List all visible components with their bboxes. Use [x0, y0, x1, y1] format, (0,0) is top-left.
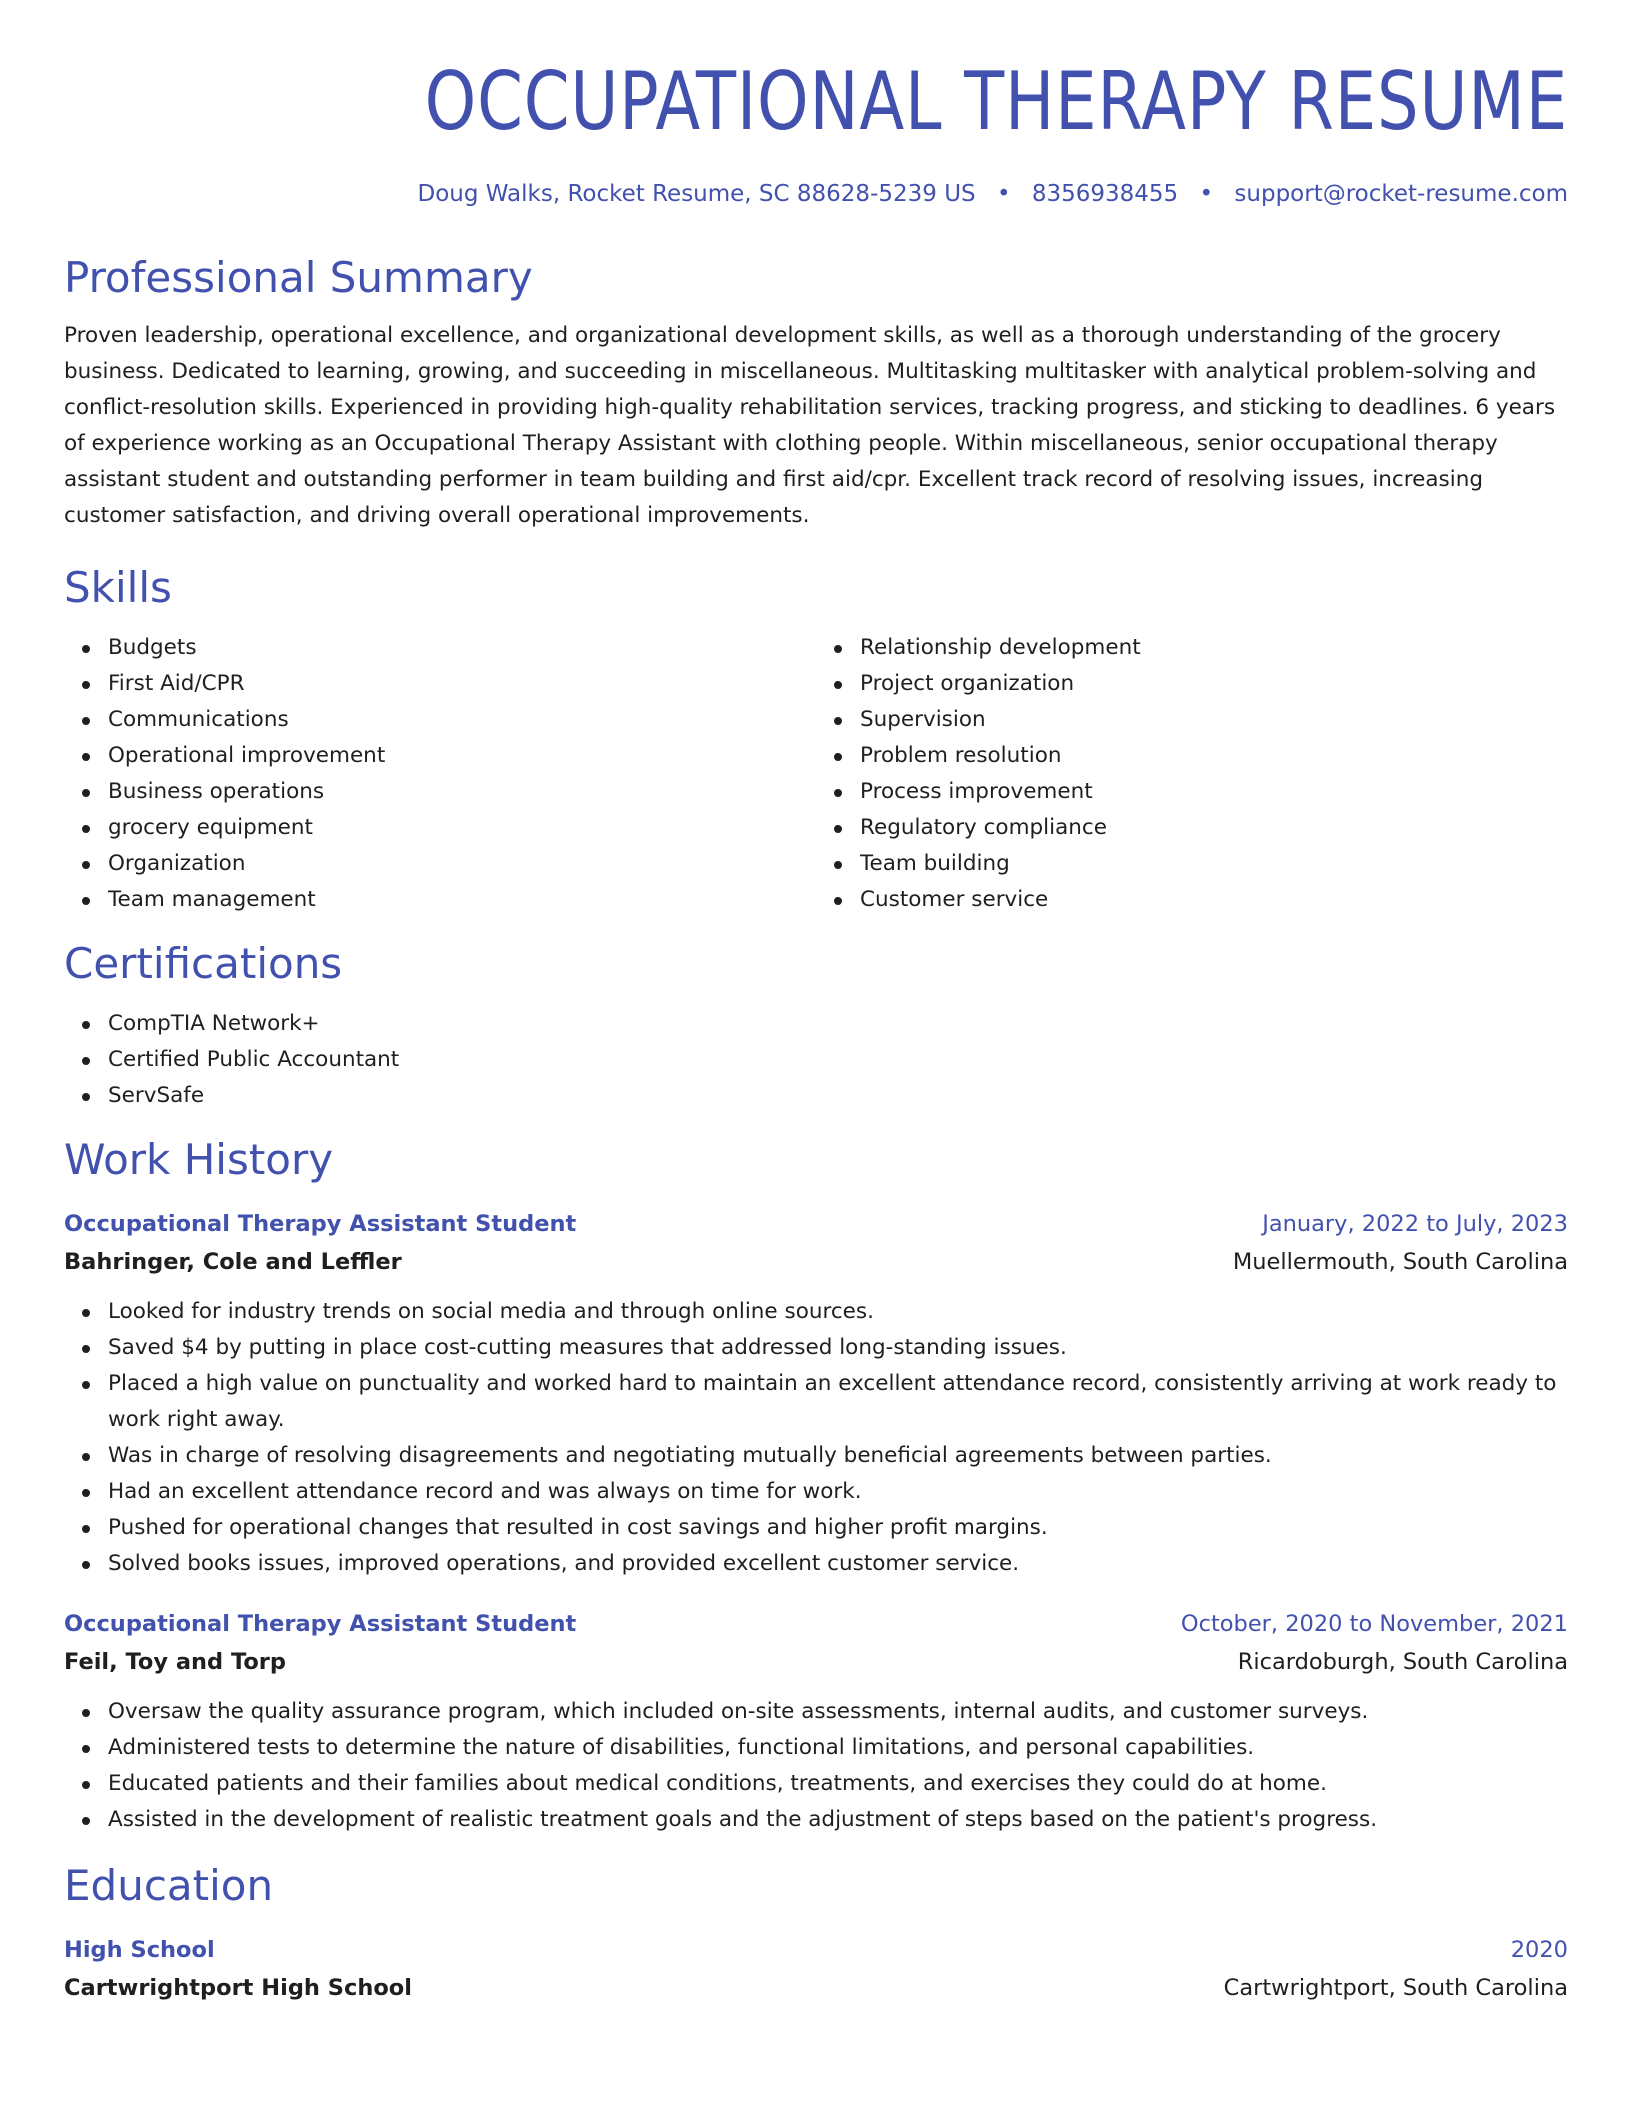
job-title-row — [64, 1206, 1568, 1242]
certifications-list — [64, 1006, 1568, 1114]
skill-item: Problem resolution — [860, 738, 1568, 774]
job-bullet: Administered tests to determine the nature of disabilities, functional limitations, and personal capabilities. — [108, 1730, 1568, 1766]
certifications-heading: Certifications — [64, 939, 343, 988]
skill-item: Team building — [860, 846, 1568, 882]
job-entry — [64, 1206, 1568, 1582]
job-location: Muellermouth, South Carolina — [1232, 1249, 1568, 1275]
contact-separator: • — [1199, 181, 1214, 207]
job-bullet: Looked for industry trends on social media and through online sources. — [108, 1294, 1568, 1330]
job-employer-row — [64, 1242, 1568, 1282]
work-history-heading: Work History — [64, 1135, 334, 1184]
skill-item: grocery equipment — [108, 810, 816, 846]
job-bullet: Oversaw the quality assurance program, which included on-site assessments, internal audits, and customer surveys. — [108, 1694, 1568, 1730]
job-bullet: Educated patients and their families about medical conditions, treatments, and exercises they could do at home. — [108, 1766, 1568, 1802]
job-bullets — [64, 1294, 1568, 1582]
skill-item: Relationship development — [860, 630, 1568, 666]
job-employer: Feil, Toy and Torp — [64, 1649, 287, 1675]
job-entry — [64, 1606, 1568, 1838]
job-employer: Bahringer, Cole and Leffler — [64, 1249, 402, 1275]
skills-list — [64, 630, 1568, 918]
contact-address: Doug Walks, Rocket Resume, SC 88628-5239 US — [417, 181, 976, 207]
job-bullet: Assisted in the development of realistic treatment goals and the adjustment of steps based on the patient's progress. — [108, 1802, 1568, 1838]
education-location: Cartwrightport, South Carolina — [1223, 1975, 1568, 2001]
job-dates: October, 2020 to November, 2021 — [1180, 1611, 1568, 1637]
job-bullets — [64, 1694, 1568, 1838]
skill-item: Budgets — [108, 630, 816, 666]
education-school-row — [64, 1968, 1568, 2008]
skill-item: Process improvement — [860, 774, 1568, 810]
summary-text: Proven leadership, operational excellence, and organizational development skills, as well as a thorough understanding of the grocery business. Dedicated to learning, growing, and succeeding in miscellaneous. Multitasking multitasker with analytical problem-solving and conflict-resolution skills. Experienced in providing high-quality rehabilitation services, tracking progress, and sticking to deadlines. 6 years of experience working as an Occupational Therapy Assistant with clothing people. Within miscellaneous, senior occupational therapy assistant student and outstanding performer in team building and first aid/cpr. Excellent track record of resolving issues, increasing customer satisfaction, and driving overall operational improvements. — [64, 323, 1556, 528]
skill-item: Operational improvement — [108, 738, 816, 774]
skill-item: Business operations — [108, 774, 816, 810]
certification-item: CompTIA Network+ — [108, 1006, 1568, 1042]
skills-column-left — [64, 630, 816, 918]
job-bullet: Was in charge of resolving disagreements and negotiating mutually beneficial agreements between parties. — [108, 1438, 1568, 1474]
education-heading: Education — [64, 1861, 274, 1910]
skill-item: Organization — [108, 846, 816, 882]
job-title: Occupational Therapy Assistant Student — [64, 1611, 577, 1637]
education-degree-row — [64, 1932, 1568, 1968]
job-bullet: Saved $4 by putting in place cost-cutting measures that addressed long-standing issues. — [108, 1330, 1568, 1366]
skill-item: Supervision — [860, 702, 1568, 738]
skill-item: Regulatory compliance — [860, 810, 1568, 846]
education-year: 2020 — [1510, 1937, 1568, 1963]
job-title-row — [64, 1606, 1568, 1642]
job-dates: January, 2022 to July, 2023 — [1262, 1211, 1568, 1237]
job-title: Occupational Therapy Assistant Student — [64, 1211, 577, 1237]
skill-item: Project organization — [860, 666, 1568, 702]
skills-column-right — [816, 630, 1568, 918]
job-employer-row — [64, 1642, 1568, 1682]
skills-heading: Skills — [64, 563, 172, 612]
job-location: Ricardoburgh, South Carolina — [1237, 1649, 1568, 1675]
skill-item: Customer service — [860, 882, 1568, 918]
contact-email: support@rocket-resume.com — [1234, 181, 1568, 207]
job-bullet: Placed a high value on punctuality and worked hard to maintain an excellent attendance record, consistently arriving at work ready to work right away. — [108, 1366, 1568, 1438]
certification-item: Certified Public Accountant — [108, 1042, 1568, 1078]
certification-item: ServSafe — [108, 1078, 1568, 1114]
summary-heading: Professional Summary — [64, 253, 533, 302]
contact-phone: 8356938455 — [1031, 181, 1179, 207]
education-degree: High School — [64, 1937, 215, 1963]
job-bullet: Solved books issues, improved operations, and provided excellent customer service. — [108, 1546, 1568, 1582]
skill-item: Team management — [108, 882, 816, 918]
skill-item: Communications — [108, 702, 816, 738]
skill-item: First Aid/CPR — [108, 666, 816, 702]
education-entry — [64, 1932, 1568, 2008]
job-bullet: Had an excellent attendance record and was always on time for work. — [108, 1474, 1568, 1510]
education-school: Cartwrightport High School — [64, 1975, 412, 2001]
job-bullet: Pushed for operational changes that resulted in cost savings and higher profit margins. — [108, 1510, 1568, 1546]
contact-separator: • — [996, 181, 1011, 207]
resume-title: OCCUPATIONAL THERAPY RESUME — [424, 55, 1569, 148]
contact-line — [64, 178, 1568, 210]
